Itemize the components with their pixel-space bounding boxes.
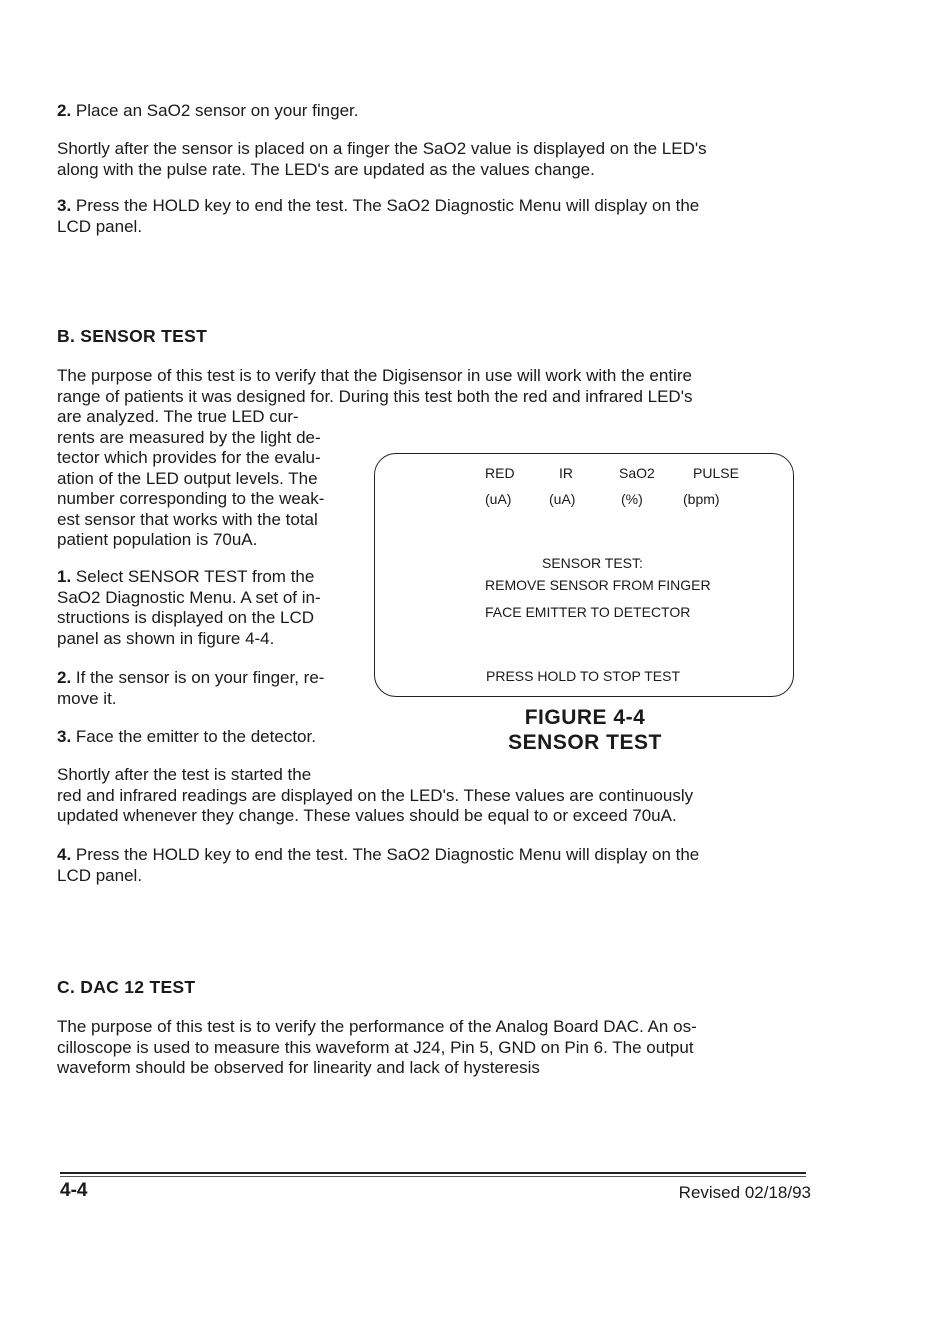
text-line: est sensor that works with the total	[57, 509, 318, 529]
lcd-column-ir: IR	[559, 465, 573, 481]
section-b-step-4	[57, 845, 699, 886]
text-line: ation of the LED output levels. The	[57, 468, 318, 488]
section-c-paragraph	[57, 1017, 697, 1079]
figure-number: FIGURE 4-4	[524, 706, 646, 729]
step-number: 3.	[57, 196, 72, 215]
text-line: are analyzed. The true LED cur-	[57, 407, 299, 426]
text-line: along with the pulse rate. The LED's are updated as the values change.	[57, 159, 595, 179]
section-c-heading: C. DAC 12 TEST	[57, 977, 196, 997]
text-line: Select SENSOR TEST from the	[75, 567, 315, 586]
text-line: Shortly after the test is started the	[57, 765, 312, 784]
text-line: structions is displayed on the LCD	[57, 608, 315, 627]
lcd-unit-ir: (uA)	[549, 491, 576, 507]
step-number: 1.	[57, 567, 72, 586]
text-line: panel as shown in figure 4-4.	[57, 628, 275, 648]
text-line: The purpose of this test is to verify the performance of the Analog Board DAC. An os-	[57, 1017, 697, 1036]
text-line: patient population is 70uA.	[57, 530, 258, 549]
text-line: The purpose of this test is to verify that the Digisensor in use will work with the entire	[57, 366, 692, 385]
step-number: 4.	[57, 845, 72, 864]
lcd-unit-red: (uA)	[485, 491, 512, 507]
revision-date: Revised 02/18/93	[678, 1183, 811, 1202]
text-line: cilloscope is used to measure this waveform at J24, Pin 5, GND on Pin 6. The output	[57, 1037, 694, 1057]
lcd-unit-pulse: (bpm)	[683, 491, 720, 507]
lcd-panel-figure	[374, 453, 794, 697]
lcd-line-sensor-test: SENSOR TEST:	[542, 555, 643, 571]
step-number: 2.	[57, 668, 72, 687]
text-line: LCD panel.	[57, 865, 143, 885]
section-b-step-2	[57, 668, 324, 709]
text-line: range of patients it was designed for. During this test both the red and infrared LED's	[57, 386, 693, 406]
text-line: tector which provides for the evalu-	[57, 448, 321, 467]
lcd-column-sao2: SaO2	[619, 465, 655, 481]
text-line: updated whenever they change. These values should be equal to or exceed 70uA.	[57, 806, 677, 825]
lcd-column-red: RED	[485, 465, 515, 481]
step-number: 3.	[57, 727, 72, 746]
text-line: Press the HOLD key to end the test. The SaO2 Diagnostic Menu will display on the	[75, 196, 700, 215]
text-line: waveform should be observed for linearity and lack of hysteresis	[57, 1058, 540, 1077]
footer-rule-thin	[60, 1176, 806, 1177]
footer-rule	[60, 1172, 806, 1174]
intro-paragraph	[57, 139, 707, 180]
section-b-step-1	[57, 567, 321, 649]
section-b-heading: B. SENSOR TEST	[57, 326, 208, 346]
lcd-column-pulse: PULSE	[693, 465, 739, 481]
text-line: LCD panel.	[57, 216, 143, 236]
text-line: move it.	[57, 688, 117, 708]
lcd-line-face-emitter: FACE EMITTER TO DETECTOR	[485, 604, 691, 620]
intro-step-2	[57, 101, 358, 122]
page-number: 4-4	[60, 1180, 88, 1201]
step-text: Place an SaO2 sensor on your finger.	[75, 101, 359, 120]
text-line: SaO2 Diagnostic Menu. A set of in-	[57, 587, 321, 607]
text-line: Press the HOLD key to end the test. The SaO2 Diagnostic Menu will display on the	[75, 845, 700, 864]
text-line: Shortly after the sensor is placed on a finger the SaO2 value is displayed on the LED's	[57, 139, 707, 158]
text-line: red and infrared readings are displayed on the LED's. These values are continuously	[57, 785, 694, 805]
lcd-line-press-hold: PRESS HOLD TO STOP TEST	[486, 668, 680, 684]
step-text: Face the emitter to the detector.	[75, 727, 316, 746]
step-number: 2.	[57, 101, 72, 120]
text-line: If the sensor is on your finger, re-	[75, 668, 325, 687]
section-b-step-3	[57, 727, 316, 748]
lcd-line-remove-sensor: REMOVE SENSOR FROM FINGER	[485, 577, 711, 593]
section-b-paragraph-2	[57, 765, 693, 827]
text-line: number corresponding to the weak-	[57, 489, 325, 508]
text-line: rents are measured by the light de-	[57, 427, 321, 447]
intro-step-3	[57, 196, 699, 237]
figure-title: SENSOR TEST	[508, 731, 662, 754]
lcd-unit-sao2: (%)	[621, 491, 643, 507]
